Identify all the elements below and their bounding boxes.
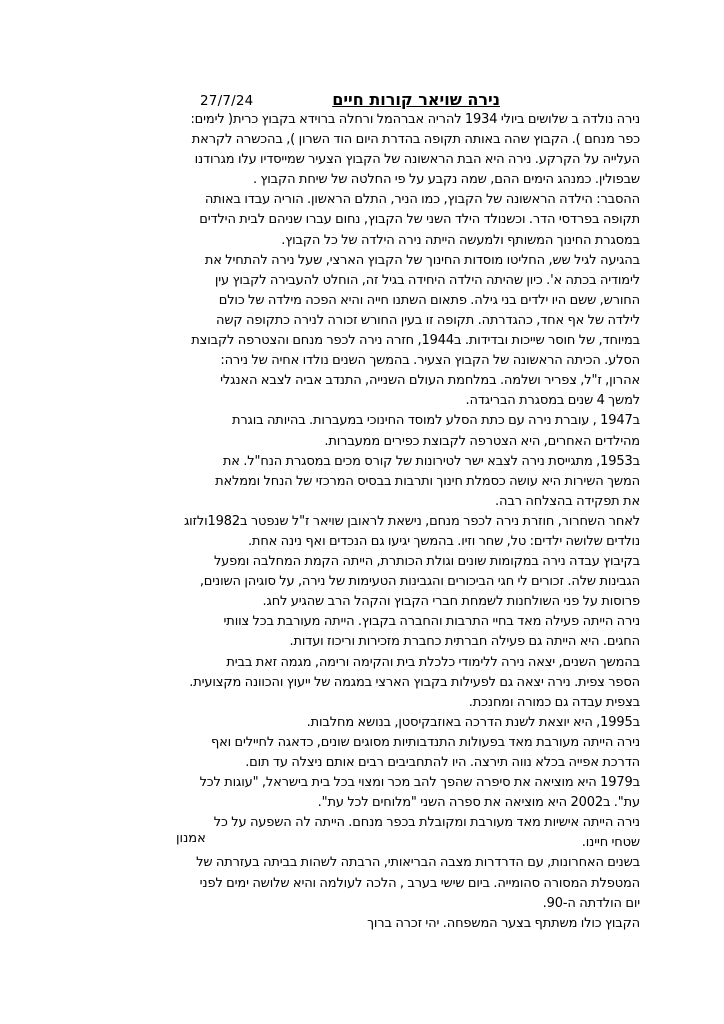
paragraph: בהגיעה לגיל שש, החליטו מוסדות החינוך של הקבוץ הארצי, שעל נירה להתחיל את לימודיה בכתה א'. כיון שהיתה הילדה היחידה בגיל זה, הוחלט להעבירה לקבוץ עין החורש, ששם היו ילדים בני גילה. פתאום השתנו חייה והיא הפכה מילדה של כולם לילדה של אף אחד, כהגדרתה. תקופה זו בעין החורש זכורה לנירה כתקופה קשה במיוחד, של חוסר שייכות ובדידות. ב1944, חזרה נירה לכפר מנחם והצטרפה לקבוצת הסלע. הכיתה הראשונה של הקבוץ הצעיר. בהמשך השנים נולדו אחיה של נירה: אהרון, ז"ל, צפריר ושלמה. במלחמת העולם השנייה, התנדב אביה לצבא האנגלי למשך 4 שנים במסגרת הבריגדה. — [191, 252, 640, 409]
paragraph: נירה נולדה ב שלושים ביולי 1934 להריה אברהמל ורחלה ברוידא בקבוץ כרית( לימים: כפר מנחם ). הקבוץ שהה באותה תקופה בהדרת היום הוד השרון ), בהכשרה לקראת העלייה על הקרקע. נירה היא הבת הראשונה של הקבוץ הצעיר שמייסדיו עלו מגרודנו שבפולין. כמנהג הימים ההם, שמה נקבע על פי החלטה של שיחת הקבוץ . — [190, 112, 640, 188]
paragraph: נירה הייתה מעורבת מאד בפעולות התנדבותיות מסוגים שונים, כדאגה לחיילים ואף הדרכת אפייה בכלא נווה תירצה. היו להתחביבים רבים אותם ניצלה עד תום. — [210, 734, 640, 770]
paragraph: ב1953, מתגייסת נירה לצבא ישר לטירונות של קורס מכים במסגרת הנח"ל. את המשך השירות היא עושה כסמלת חינוך ותרבות בבסיס המרכזי של הנחל וממלאת את תפקידה בהצלחה רבה. — [215, 453, 640, 509]
paragraph: נירה הייתה פעילה מאד בחיי התרבות והחברה בקבוץ. הייתה מעורבת בכל צוותי החגים. היא הייתה גם פעילה חברתית כחברת מזכירות וריכוז ועדות. — [223, 614, 640, 650]
document-date: 27/7/24 — [200, 93, 254, 109]
paragraph: ההסבר: הילדה הראשונה של הקבוץ, כמו הניר, התלם הראשון. הוריה עבדו באותה תקופה בפרדסי הדר. וכשנולד הילד השני של הקבוץ, נחום עברו שניהם לבית הילדים במסגרת החינוך המשותף ולמעשה הייתה נירה הילדה של כל הקבוץ. — [199, 192, 640, 248]
paragraph: ב1947 , עוברת נירה עם כתת הסלע למוסד החינוכי במעברות. בהיותה בוגרת מהילדים האחרים, היא הצטרפה לקבוצת כפירים ממעברות. — [231, 413, 640, 449]
paragraph: נירה הייתה אישיות מאד מעורבת ומקובלת בכפר מנחם. הייתה לה השפעה על כל שטחי חיינו. — [213, 815, 640, 851]
document-title: נירה שויאר קורות חיים — [332, 90, 500, 109]
paragraph: בשנים האחרונות, עם הדרדרות מצבה הבריאותי, הרבתה לשהות בביתה בעזרתה של המטפלת המסורה סהומייה. ביום שישי בערב , הלכה לעולמה והיא שלושה ימים לפני יום הולדתה ה-90. — [196, 855, 640, 911]
header-row — [200, 90, 500, 109]
paragraph: בהמשך השנים, יצאה נירה ללימודי כלכלת בית והקימה ורימה, מגמה זאת בבית הספר צפית. נירה יצאה גם לפעילות בקבוץ הארצי במגמה של ייעוץ והכוונה מקצועית. בצפית עבדה גם כמורה ומחנכת. — [189, 654, 640, 710]
signature: אמנון — [176, 831, 206, 846]
paragraph: בקיבוץ עבדה נירה במקומות שונים וגולת הכותרת, הייתה הקמת המחלבה ומפעל הגבינות שלה. זכורים לי חגי הביכורים והגבינות הטעימות של נירה, על סוגיהן השונים, פרוסות על פני השולחנות לשמחת חברי הקבוץ והקהל הרב שהגיע לחג. — [199, 554, 640, 610]
paragraph: הקבוץ כולו משתתף בצער המשפחה. יהי זכרה ברוך — [367, 915, 640, 931]
paragraph: ב1995, היא יוצאת לשנת הדרכה באוזבקיסטן, בנושא מחלבות. — [306, 714, 640, 730]
paragraph: ב1979 היא מוציאה את סיפרה שהפך להב מכר ומצוי בכל בית בישראל, "עוגות לכל עת". ב2002 היא מוציאה את ספרה השני "מלוחים לכל עת". — [199, 775, 640, 811]
document-body — [84, 110, 640, 934]
paragraph: לאחר השחרור, חוזרת נירה לכפר מנחם, נישאת לראובן שויאר ז"ל שנפטר ב1982ולזוג נולדים שלושה ילדים: טל, שחר וזיו. בהמשך יגיעו גם הנכדים ואף נינה אחת. — [183, 513, 640, 549]
